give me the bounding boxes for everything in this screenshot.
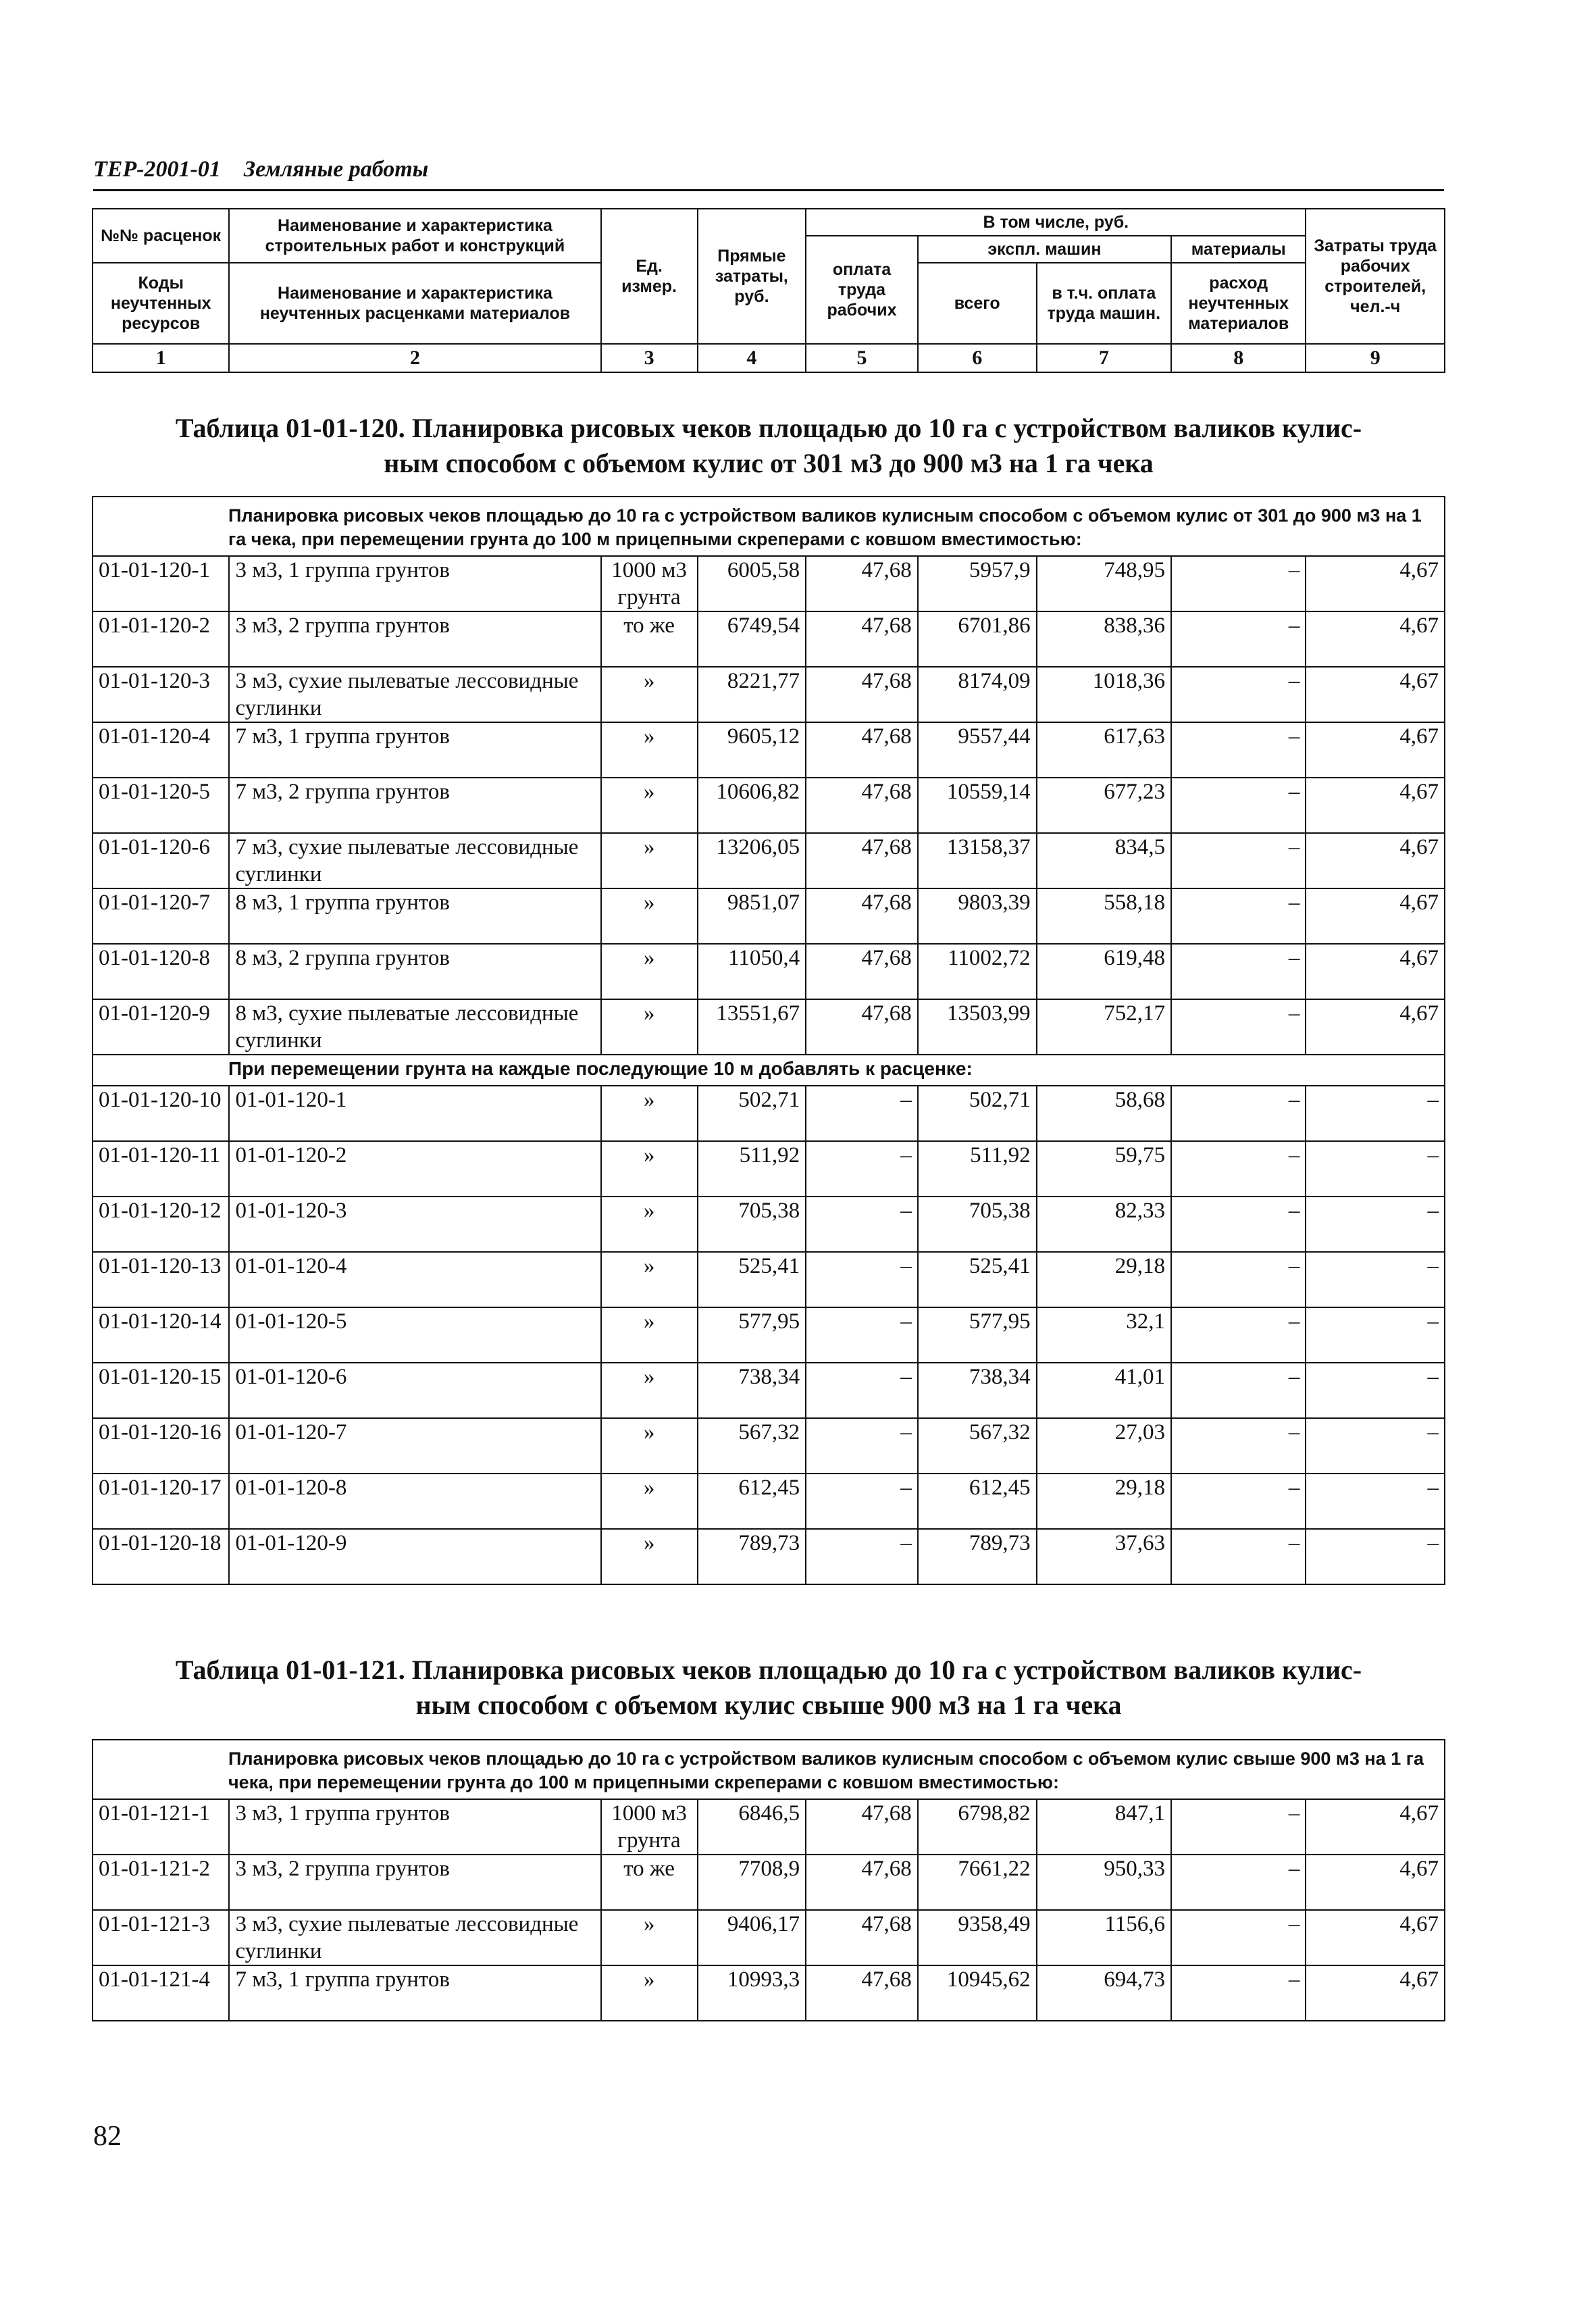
work-name-cell: 8 м3, сухие пылеватые лессовидные суглинки — [229, 999, 600, 1055]
table-120-title-line1: Таблица 01-01-120. Планировка рисовых чеков площадью до 10 га с устройством валиков кулис- — [175, 413, 1362, 443]
machines-total-cell: 9358,49 — [918, 1910, 1037, 1965]
materials-cell: – — [1171, 556, 1306, 611]
machines-total-cell: 567,32 — [918, 1418, 1037, 1474]
rate-code-cell: 01-01-120-18 — [93, 1529, 229, 1584]
machines-wages-cell: 29,18 — [1037, 1474, 1171, 1529]
col-number: 7 — [1037, 344, 1171, 372]
materials-cell: – — [1171, 667, 1306, 722]
work-name-cell: 3 м3, 2 группа грунтов — [229, 1855, 600, 1910]
unit-cell: » — [601, 1197, 698, 1252]
machines-total-cell: 511,92 — [918, 1141, 1037, 1197]
machines-wages-cell: 37,63 — [1037, 1529, 1171, 1584]
wages-cell: 47,68 — [806, 944, 918, 999]
work-name-cell: 3 м3, сухие пылеватые лессовидные суглинки — [229, 667, 600, 722]
document-code: ТЕР-2001-01 — [93, 157, 221, 182]
table-row — [93, 1855, 1445, 1910]
machines-wages-cell: 752,17 — [1037, 999, 1171, 1055]
direct-costs-cell: 6005,58 — [698, 556, 806, 611]
table-row — [93, 1474, 1445, 1529]
materials-cell: – — [1171, 778, 1306, 833]
table-row — [93, 556, 1445, 611]
labor-cell: 4,67 — [1306, 999, 1445, 1055]
machines-wages-cell: 617,63 — [1037, 722, 1171, 778]
table-120-intro — [93, 497, 1445, 556]
work-name-cell: 3 м3, 1 группа грунтов — [229, 556, 600, 611]
direct-costs-cell: 9406,17 — [698, 1910, 806, 1965]
work-name-cell: 01-01-120-6 — [229, 1363, 600, 1418]
work-name-cell: 7 м3, сухие пылеватые лессовидные суглинки — [229, 833, 600, 888]
machines-wages-cell: 748,95 — [1037, 556, 1171, 611]
labor-cell: 4,67 — [1306, 667, 1445, 722]
rate-code-cell: 01-01-121-1 — [93, 1799, 229, 1855]
materials-cell: – — [1171, 944, 1306, 999]
col-unit: Ед. измер. — [601, 209, 698, 344]
machines-wages-cell: 1156,6 — [1037, 1910, 1171, 1965]
wages-cell: 47,68 — [806, 888, 918, 944]
col-materials-name: Наименование и характеристика неучтенных расценками материалов — [229, 263, 600, 344]
wages-cell: 47,68 — [806, 1965, 918, 2021]
work-name-cell: 7 м3, 1 группа грунтов — [229, 1965, 600, 2021]
work-name-cell: 01-01-120-7 — [229, 1418, 600, 1474]
col-number: 3 — [601, 344, 698, 372]
materials-cell: – — [1171, 888, 1306, 944]
materials-cell: – — [1171, 1252, 1306, 1307]
machines-total-cell: 11002,72 — [918, 944, 1037, 999]
unit-cell: 1000 м3 грунта — [601, 1799, 698, 1855]
labor-cell: – — [1306, 1141, 1445, 1197]
labor-cell: 4,67 — [1306, 722, 1445, 778]
machines-total-cell: 10559,14 — [918, 778, 1037, 833]
direct-costs-cell: 502,71 — [698, 1086, 806, 1141]
unit-cell: » — [601, 833, 698, 888]
machines-total-cell: 13503,99 — [918, 999, 1037, 1055]
work-name-cell: 01-01-120-4 — [229, 1252, 600, 1307]
direct-costs-cell: 6846,5 — [698, 1799, 806, 1855]
wages-cell: – — [806, 1474, 918, 1529]
machines-wages-cell: 59,75 — [1037, 1141, 1171, 1197]
table-120-subheader — [93, 1055, 1445, 1086]
wages-cell: – — [806, 1307, 918, 1363]
unit-cell: то же — [601, 1855, 698, 1910]
labor-cell: – — [1306, 1307, 1445, 1363]
labor-cell: 4,67 — [1306, 1799, 1445, 1855]
table-row — [93, 1141, 1445, 1197]
col-work-name: Наименование и характеристика строительных работ и конструкций — [229, 209, 600, 263]
wages-cell: – — [806, 1363, 918, 1418]
work-name-cell: 3 м3, сухие пылеватые лессовидные суглинки — [229, 1910, 600, 1965]
table-row — [93, 1252, 1445, 1307]
unit-cell: » — [601, 1252, 698, 1307]
materials-cell: – — [1171, 1855, 1306, 1910]
rate-code-cell: 01-01-120-10 — [93, 1086, 229, 1141]
labor-cell: 4,67 — [1306, 944, 1445, 999]
table-row — [93, 611, 1445, 667]
machines-total-cell: 8174,09 — [918, 667, 1037, 722]
machines-wages-cell: 834,5 — [1037, 833, 1171, 888]
unit-cell: » — [601, 1307, 698, 1363]
direct-costs-cell: 525,41 — [698, 1252, 806, 1307]
materials-cell: – — [1171, 1307, 1306, 1363]
unit-cell: то же — [601, 611, 698, 667]
machines-wages-cell: 558,18 — [1037, 888, 1171, 944]
unit-cell: » — [601, 1363, 698, 1418]
work-name-cell: 3 м3, 2 группа грунтов — [229, 611, 600, 667]
work-name-cell: 01-01-120-3 — [229, 1197, 600, 1252]
rate-code-cell: 01-01-120-12 — [93, 1197, 229, 1252]
machines-wages-cell: 41,01 — [1037, 1363, 1171, 1418]
table-121-title-line1: Таблица 01-01-121. Планировка рисовых чеков площадью до 10 га с устройством валиков кулис- — [175, 1655, 1362, 1685]
materials-cell: – — [1171, 1197, 1306, 1252]
wages-cell: – — [806, 1197, 918, 1252]
wages-cell: 47,68 — [806, 611, 918, 667]
header-rule — [93, 189, 1444, 191]
machines-total-cell: 789,73 — [918, 1529, 1037, 1584]
work-name-cell: 01-01-120-8 — [229, 1474, 600, 1529]
machines-total-cell: 10945,62 — [918, 1965, 1037, 2021]
table-121 — [92, 1739, 1445, 2021]
intro-text: Планировка рисовых чеков площадью до 10 га с устройством валиков кулисным способом с объемом кулис свыше 900 м3 на 1 га чека, при перемещении грунта до 100 м прицепными скреперами с ковшом вместимостью: — [93, 1740, 1445, 1799]
direct-costs-cell: 577,95 — [698, 1307, 806, 1363]
machines-total-cell: 502,71 — [918, 1086, 1037, 1141]
work-name-cell: 7 м3, 2 группа грунтов — [229, 778, 600, 833]
table-120 — [92, 496, 1445, 1585]
col-machines-wages: в т.ч. оплата труда машин. — [1037, 263, 1171, 344]
machines-wages-cell: 619,48 — [1037, 944, 1171, 999]
running-header — [93, 157, 1444, 182]
direct-costs-cell: 705,38 — [698, 1197, 806, 1252]
unit-cell: » — [601, 778, 698, 833]
table-row — [93, 1529, 1445, 1584]
direct-costs-cell: 9605,12 — [698, 722, 806, 778]
rate-code-cell: 01-01-120-14 — [93, 1307, 229, 1363]
col-materials: материалы — [1171, 236, 1306, 263]
machines-total-cell: 9803,39 — [918, 888, 1037, 944]
wages-cell: 47,68 — [806, 1910, 918, 1965]
wages-cell: 47,68 — [806, 778, 918, 833]
machines-wages-cell: 27,03 — [1037, 1418, 1171, 1474]
machines-wages-cell: 950,33 — [1037, 1855, 1171, 1910]
unit-cell: » — [601, 999, 698, 1055]
col-number: 4 — [698, 344, 806, 372]
page-number: 82 — [93, 2121, 122, 2152]
labor-cell: 4,67 — [1306, 1910, 1445, 1965]
work-name-cell: 3 м3, 1 группа грунтов — [229, 1799, 600, 1855]
machines-wages-cell: 29,18 — [1037, 1252, 1171, 1307]
labor-cell: – — [1306, 1418, 1445, 1474]
table-row — [93, 1363, 1445, 1418]
col-materials-expense: расход неучтенных материалов — [1171, 263, 1306, 344]
unit-cell: » — [601, 944, 698, 999]
machines-total-cell: 6798,82 — [918, 1799, 1037, 1855]
labor-cell: – — [1306, 1252, 1445, 1307]
machines-total-cell: 5957,9 — [918, 556, 1037, 611]
rate-code-cell: 01-01-120-16 — [93, 1418, 229, 1474]
labor-cell: 4,67 — [1306, 556, 1445, 611]
machines-wages-cell: 1018,36 — [1037, 667, 1171, 722]
labor-cell: 4,67 — [1306, 1965, 1445, 2021]
table-row — [93, 667, 1445, 722]
wages-cell: – — [806, 1141, 918, 1197]
machines-wages-cell: 82,33 — [1037, 1197, 1171, 1252]
direct-costs-cell: 6749,54 — [698, 611, 806, 667]
direct-costs-cell: 567,32 — [698, 1418, 806, 1474]
unit-cell: » — [601, 1910, 698, 1965]
col-resource-codes: Коды неучтенных ресурсов — [93, 263, 229, 344]
unit-cell: » — [601, 1418, 698, 1474]
unit-cell: » — [601, 1141, 698, 1197]
materials-cell: – — [1171, 833, 1306, 888]
rate-code-cell: 01-01-120-8 — [93, 944, 229, 999]
direct-costs-cell: 9851,07 — [698, 888, 806, 944]
direct-costs-cell: 10993,3 — [698, 1965, 806, 2021]
materials-cell: – — [1171, 1141, 1306, 1197]
machines-total-cell: 525,41 — [918, 1252, 1037, 1307]
section-name: Земляные работы — [243, 157, 429, 182]
table-row — [93, 833, 1445, 888]
machines-total-cell: 612,45 — [918, 1474, 1037, 1529]
col-machines-total: всего — [918, 263, 1037, 344]
labor-cell: 4,67 — [1306, 778, 1445, 833]
col-wages: оплата труда рабочих — [806, 236, 918, 344]
direct-costs-cell: 13551,67 — [698, 999, 806, 1055]
table-row — [93, 1965, 1445, 2021]
table-row — [93, 778, 1445, 833]
col-number: 1 — [93, 344, 229, 372]
materials-cell: – — [1171, 1965, 1306, 2021]
materials-cell: – — [1171, 999, 1306, 1055]
rate-code-cell: 01-01-120-15 — [93, 1363, 229, 1418]
wages-cell: 47,68 — [806, 1855, 918, 1910]
materials-cell: – — [1171, 1799, 1306, 1855]
table-121-intro — [93, 1740, 1445, 1799]
work-name-cell: 8 м3, 2 группа грунтов — [229, 944, 600, 999]
machines-wages-cell: 694,73 — [1037, 1965, 1171, 2021]
table-120-title-line2: ным способом с объемом кулис от 301 м3 до 900 м3 на 1 га чека — [384, 448, 1154, 478]
direct-costs-cell: 13206,05 — [698, 833, 806, 888]
rate-code-cell: 01-01-120-4 — [93, 722, 229, 778]
rate-code-cell: 01-01-120-6 — [93, 833, 229, 888]
col-labor: Затраты труда рабочих строителей, чел.-ч — [1306, 209, 1445, 344]
materials-cell: – — [1171, 722, 1306, 778]
machines-total-cell: 7661,22 — [918, 1855, 1037, 1910]
table-row — [93, 1418, 1445, 1474]
col-number: 9 — [1306, 344, 1445, 372]
col-incl: В том числе, руб. — [806, 209, 1306, 236]
wages-cell: 47,68 — [806, 556, 918, 611]
rate-code-cell: 01-01-120-5 — [93, 778, 229, 833]
machines-wages-cell: 32,1 — [1037, 1307, 1171, 1363]
table-121-title — [93, 1653, 1444, 1723]
col-number: 6 — [918, 344, 1037, 372]
machines-total-cell: 738,34 — [918, 1363, 1037, 1418]
unit-cell: » — [601, 722, 698, 778]
machines-wages-cell: 847,1 — [1037, 1799, 1171, 1855]
direct-costs-cell: 8221,77 — [698, 667, 806, 722]
unit-cell: » — [601, 1474, 698, 1529]
machines-total-cell: 13158,37 — [918, 833, 1037, 888]
rate-code-cell: 01-01-121-3 — [93, 1910, 229, 1965]
unit-cell: » — [601, 667, 698, 722]
labor-cell: – — [1306, 1474, 1445, 1529]
labor-cell: 4,67 — [1306, 611, 1445, 667]
direct-costs-cell: 10606,82 — [698, 778, 806, 833]
work-name-cell: 8 м3, 1 группа грунтов — [229, 888, 600, 944]
table-row — [93, 1086, 1445, 1141]
rate-code-cell: 01-01-121-4 — [93, 1965, 229, 2021]
table-row — [93, 722, 1445, 778]
materials-cell: – — [1171, 1529, 1306, 1584]
machines-total-cell: 705,38 — [918, 1197, 1037, 1252]
table-row — [93, 1910, 1445, 1965]
table-row — [93, 1197, 1445, 1252]
machines-wages-cell: 677,23 — [1037, 778, 1171, 833]
direct-costs-cell: 11050,4 — [698, 944, 806, 999]
machines-total-cell: 6701,86 — [918, 611, 1037, 667]
col-number: 8 — [1171, 344, 1306, 372]
rate-code-cell: 01-01-120-2 — [93, 611, 229, 667]
wages-cell: – — [806, 1086, 918, 1141]
work-name-cell: 7 м3, 1 группа грунтов — [229, 722, 600, 778]
labor-cell: – — [1306, 1197, 1445, 1252]
table-row — [93, 1799, 1445, 1855]
direct-costs-cell: 511,92 — [698, 1141, 806, 1197]
labor-cell: – — [1306, 1363, 1445, 1418]
machines-total-cell: 9557,44 — [918, 722, 1037, 778]
materials-cell: – — [1171, 1910, 1306, 1965]
table-row — [93, 1307, 1445, 1363]
column-header-table — [92, 208, 1445, 373]
materials-cell: – — [1171, 611, 1306, 667]
col-number: 5 — [806, 344, 918, 372]
unit-cell: » — [601, 1965, 698, 2021]
labor-cell: – — [1306, 1086, 1445, 1141]
col-direct-costs: Прямые затраты, руб. — [698, 209, 806, 344]
machines-total-cell: 577,95 — [918, 1307, 1037, 1363]
table-row — [93, 888, 1445, 944]
wages-cell: 47,68 — [806, 667, 918, 722]
rate-code-cell: 01-01-120-3 — [93, 667, 229, 722]
direct-costs-cell: 738,34 — [698, 1363, 806, 1418]
wages-cell: – — [806, 1418, 918, 1474]
direct-costs-cell: 789,73 — [698, 1529, 806, 1584]
unit-cell: » — [601, 1529, 698, 1584]
table-120-title — [93, 411, 1444, 481]
subheader-text: При перемещении грунта на каждые последующие 10 м добавлять к расценке: — [93, 1055, 1445, 1086]
table-row — [93, 944, 1445, 999]
col-number: 2 — [229, 344, 600, 372]
unit-cell: 1000 м3 грунта — [601, 556, 698, 611]
intro-text: Планировка рисовых чеков площадью до 10 га с устройством валиков кулисным способом с объемом кулис от 301 до 900 м3 на 1 га чека, при перемещении грунта до 100 м прицепными скреперами с ковшом вместимостью: — [93, 497, 1445, 556]
col-machines: экспл. машин — [918, 236, 1171, 263]
table-121-title-line2: ным способом с объемом кулис свыше 900 м3 на 1 га чека — [415, 1690, 1122, 1720]
labor-cell: 4,67 — [1306, 888, 1445, 944]
wages-cell: – — [806, 1252, 918, 1307]
machines-wages-cell: 58,68 — [1037, 1086, 1171, 1141]
materials-cell: – — [1171, 1363, 1306, 1418]
wages-cell: – — [806, 1529, 918, 1584]
materials-cell: – — [1171, 1086, 1306, 1141]
rate-code-cell: 01-01-120-1 — [93, 556, 229, 611]
wages-cell: 47,68 — [806, 722, 918, 778]
wages-cell: 47,68 — [806, 1799, 918, 1855]
work-name-cell: 01-01-120-1 — [229, 1086, 600, 1141]
rate-code-cell: 01-01-120-9 — [93, 999, 229, 1055]
labor-cell: 4,67 — [1306, 1855, 1445, 1910]
work-name-cell: 01-01-120-9 — [229, 1529, 600, 1584]
rate-code-cell: 01-01-120-13 — [93, 1252, 229, 1307]
direct-costs-cell: 612,45 — [698, 1474, 806, 1529]
materials-cell: – — [1171, 1418, 1306, 1474]
machines-wages-cell: 838,36 — [1037, 611, 1171, 667]
unit-cell: » — [601, 888, 698, 944]
wages-cell: 47,68 — [806, 999, 918, 1055]
work-name-cell: 01-01-120-2 — [229, 1141, 600, 1197]
rate-code-cell: 01-01-121-2 — [93, 1855, 229, 1910]
direct-costs-cell: 7708,9 — [698, 1855, 806, 1910]
unit-cell: » — [601, 1086, 698, 1141]
rate-code-cell: 01-01-120-7 — [93, 888, 229, 944]
wages-cell: 47,68 — [806, 833, 918, 888]
labor-cell: – — [1306, 1529, 1445, 1584]
rate-code-cell: 01-01-120-11 — [93, 1141, 229, 1197]
work-name-cell: 01-01-120-5 — [229, 1307, 600, 1363]
table-row — [93, 999, 1445, 1055]
rate-code-cell: 01-01-120-17 — [93, 1474, 229, 1529]
col-rates-no: №№ расценок — [93, 209, 229, 263]
materials-cell: – — [1171, 1474, 1306, 1529]
labor-cell: 4,67 — [1306, 833, 1445, 888]
